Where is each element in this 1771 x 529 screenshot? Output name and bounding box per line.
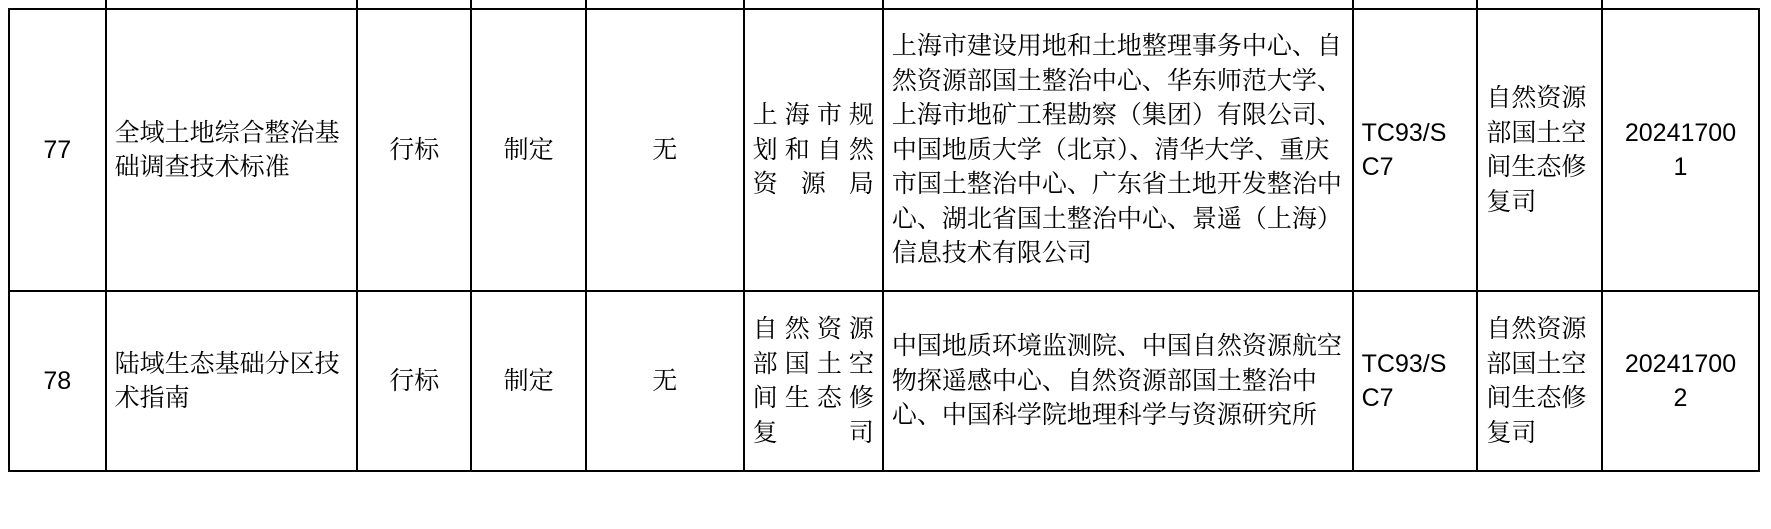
cell-project-name: 陆域生态基础分区技术指南 — [106, 291, 357, 471]
cell-revision-action: 制定 — [471, 291, 585, 471]
cell-authority-text: 上海市规划和自然资源局 — [752, 101, 874, 199]
cell-standard-type: 行标 — [357, 9, 471, 291]
partial-cell-action — [471, 0, 585, 9]
partial-cell-num — [9, 0, 106, 9]
cell-project-name: 全域土地综合整治基础调查技术标准 — [106, 9, 357, 291]
cell-revision-action: 制定 — [471, 9, 585, 291]
partial-cell-code — [1602, 0, 1759, 9]
cell-tc-line-2: C7 — [1361, 153, 1394, 181]
partial-cell-replaces — [586, 0, 744, 9]
partial-cell-org — [744, 0, 883, 9]
cell-tc-line-1: TC93/S — [1361, 349, 1447, 378]
cell-tc-line-1: TC93/S — [1361, 118, 1447, 147]
cell-plan-code — [1602, 9, 1759, 291]
cell-plan-code — [1602, 291, 1759, 471]
partial-cell-dept — [1477, 0, 1602, 9]
partial-cell-name — [106, 0, 357, 9]
cell-tc-line-2: C7 — [1361, 384, 1394, 412]
cell-authority-text: 自然资源部国土空间生态修复司 — [752, 315, 874, 447]
cell-replaced-standard: 无 — [586, 9, 744, 291]
cell-plan-code-line-1: 20241700 — [1624, 118, 1737, 147]
cell-authority — [744, 9, 883, 291]
cell-authority — [744, 291, 883, 471]
table-row — [9, 291, 1759, 471]
cell-plan-code-line-2: 2 — [1673, 384, 1688, 412]
cell-technical-committee — [1353, 9, 1478, 291]
standards-plan-table — [8, 0, 1760, 472]
table-row — [9, 9, 1759, 291]
table-row-partial — [9, 0, 1759, 9]
partial-cell-type — [357, 0, 471, 9]
cell-standard-type: 行标 — [357, 291, 471, 471]
partial-cell-units — [883, 0, 1353, 9]
cell-responsible-department: 自然资源部国土空间生态修复司 — [1477, 291, 1602, 471]
cell-serial-number: 77 — [9, 9, 106, 291]
cell-replaced-standard: 无 — [586, 291, 744, 471]
cell-technical-committee — [1353, 291, 1478, 471]
cell-drafting-units: 中国地质环境监测院、中国自然资源航空物探遥感中心、自然资源部国土整治中心、中国科学院地理科学与资源研究所 — [883, 291, 1353, 471]
cell-drafting-units: 上海市建设用地和土地整理事务中心、自然资源部国土整治中心、华东师范大学、上海市地矿工程勘察（集团）有限公司、中国地质大学（北京）、清华大学、重庆市国土整治中心、广东省土地开发整治中心、湖北省国土整治中心、景遥（上海）信息技术有限公司 — [883, 9, 1353, 291]
cell-plan-code-line-2: 1 — [1673, 153, 1688, 181]
partial-cell-tc — [1353, 0, 1478, 9]
cell-serial-number: 78 — [9, 291, 106, 471]
cell-plan-code-line-1: 20241700 — [1624, 349, 1737, 378]
cell-responsible-department: 自然资源部国土空间生态修复司 — [1477, 9, 1602, 291]
